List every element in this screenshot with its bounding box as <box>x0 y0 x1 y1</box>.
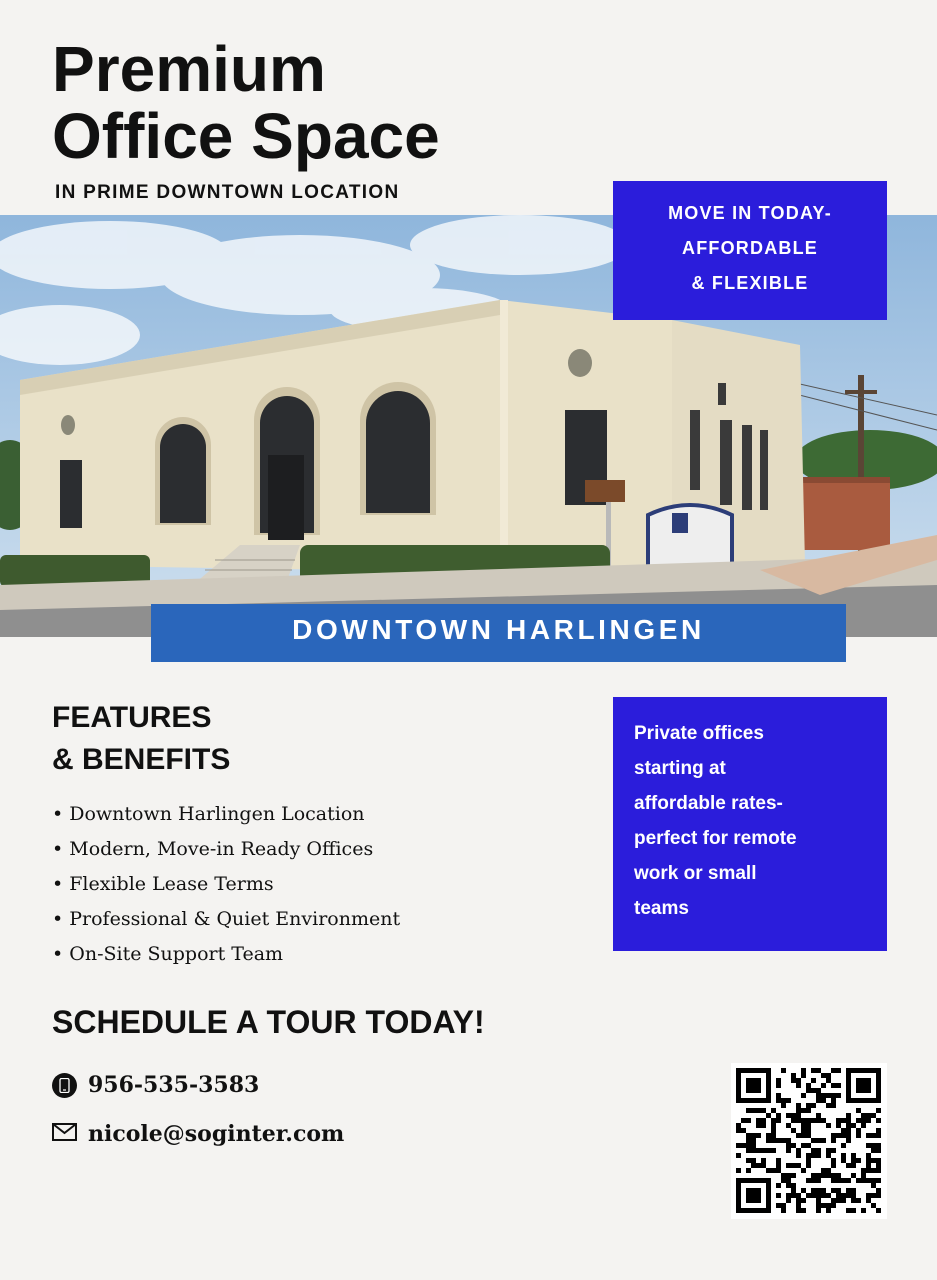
email-contact[interactable] <box>52 1121 344 1147</box>
title-line-1: Premium <box>52 33 326 105</box>
phone-contact[interactable] <box>52 1072 259 1098</box>
feature-item: • Flexible Lease Terms <box>52 867 400 902</box>
features-heading <box>52 697 230 781</box>
feature-item: • On-Site Support Team <box>52 937 400 972</box>
info-line: starting at <box>634 758 726 779</box>
phone-icon <box>52 1073 77 1098</box>
promo-box <box>613 181 887 320</box>
schedule-tour-heading: SCHEDULE A TOUR TODAY! <box>52 1004 485 1040</box>
info-line: perfect for remote <box>634 828 797 849</box>
phone-number[interactable]: 956-535-3583 <box>88 1072 260 1098</box>
features-heading-line-2: & BENEFITS <box>52 743 231 776</box>
info-line: affordable rates- <box>634 793 783 814</box>
feature-item: • Professional & Quiet Environment <box>52 902 400 937</box>
location-banner: DOWNTOWN HARLINGEN <box>151 604 846 662</box>
features-heading-line-1: FEATURES <box>52 701 212 734</box>
subtitle: IN PRIME DOWNTOWN LOCATION <box>55 182 400 203</box>
pricing-info-box <box>613 697 887 951</box>
qr-code[interactable] <box>731 1063 887 1219</box>
features-list <box>52 797 400 972</box>
envelope-icon <box>52 1122 77 1147</box>
page-title <box>52 33 440 172</box>
promo-line-3: & FLEXIBLE <box>691 273 809 293</box>
title-line-2: Office Space <box>52 100 440 172</box>
promo-line-2: AFFORDABLE <box>682 238 818 258</box>
email-address[interactable]: nicole@soginter.com <box>88 1121 345 1147</box>
info-line: Private offices <box>634 723 764 744</box>
info-line: work or small <box>634 863 757 884</box>
info-line: teams <box>634 898 689 919</box>
feature-item: • Downtown Harlingen Location <box>52 797 400 832</box>
feature-item: • Modern, Move-in Ready Offices <box>52 832 400 867</box>
promo-line-1: MOVE IN TODAY- <box>668 203 832 223</box>
